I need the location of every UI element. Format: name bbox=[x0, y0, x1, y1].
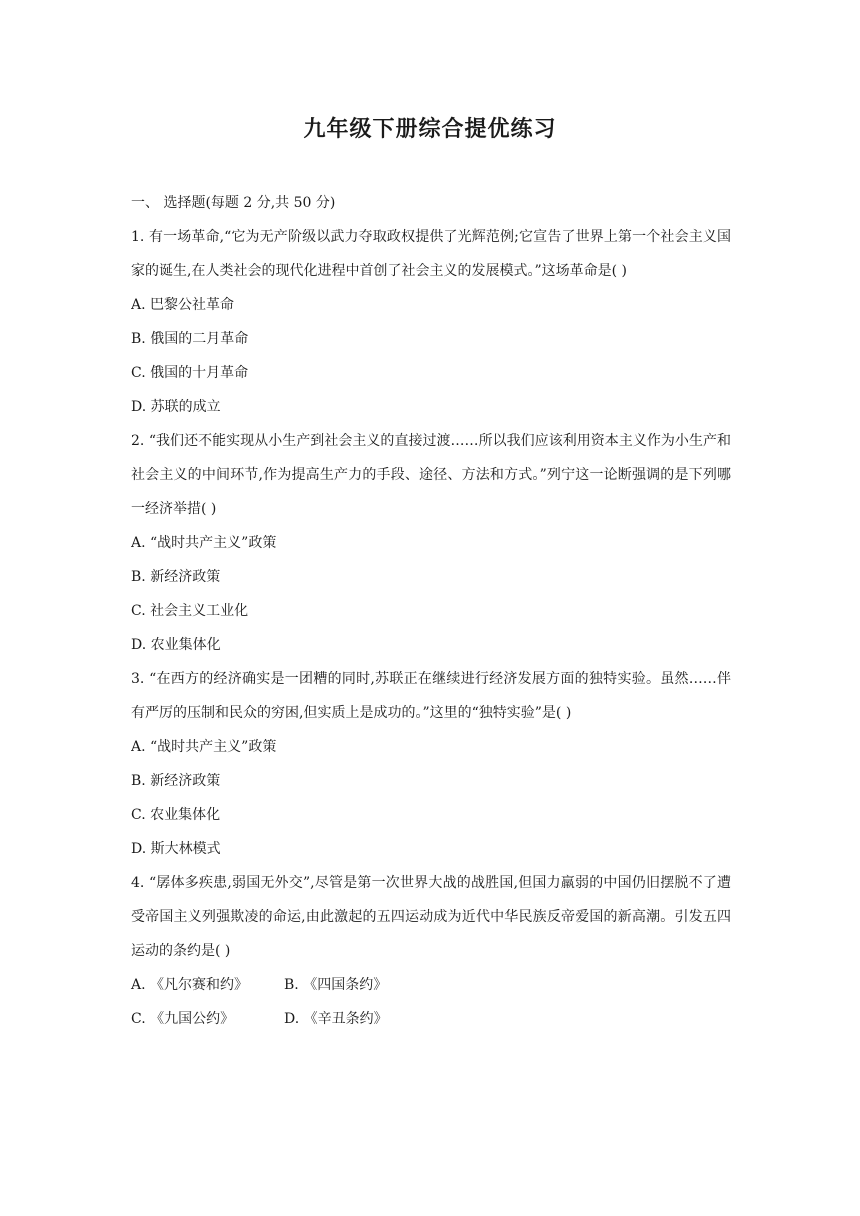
question-4-option-d: D. 《辛丑条约》 bbox=[284, 1011, 388, 1027]
question-4-options-row-1 bbox=[131, 968, 731, 1002]
question-3-option-d: D. 斯大林模式 bbox=[131, 841, 221, 857]
question-2-stem: 2. “我们还不能实现从小生产到社会主义的直接过渡……所以我们应该利用资本主义作为小生产和社会主义的中间环节,作为提高生产力的手段、途径、方法和方式。”列宁这一论断强调的是下列哪一经济举措( ) bbox=[131, 433, 731, 517]
question-4-options-row-2 bbox=[131, 1002, 731, 1036]
question-4-option-c: C. 《九国公约》 bbox=[131, 1011, 235, 1027]
question-2-option-d: D. 农业集体化 bbox=[131, 637, 221, 653]
question-3-stem: 3. “在西方的经济确实是一团糟的同时,苏联正在继续进行经济发展方面的独特实验。虽然……伴有严厉的压制和民众的穷困,但实质上是成功的。”这里的“独特实验”是( ) bbox=[131, 671, 731, 721]
question-3-option-a: A. “战时共产主义”政策 bbox=[131, 739, 277, 755]
question-4-option-a: A. 《凡尔赛和约》 bbox=[131, 977, 249, 993]
page-title: 九年级下册综合提优练习 bbox=[303, 116, 557, 142]
question-1-option-b: B. 俄国的二月革命 bbox=[131, 331, 249, 347]
question-3-option-b: B. 新经济政策 bbox=[131, 773, 221, 789]
question-1-option-d: D. 苏联的成立 bbox=[131, 399, 221, 415]
question-2-option-c: C. 社会主义工业化 bbox=[131, 603, 249, 619]
question-4-stem: 4. “孱体多疾患,弱国无外交”,尽管是第一次世界大战的战胜国,但国力羸弱的中国仍旧摆脱不了遭受帝国主义列强欺凌的命运,由此激起的五四运动成为近代中华民族反帝爱国的新高潮。引发五四运动的条约是( ) bbox=[131, 875, 731, 959]
question-4-option-b: B. 《四国条约》 bbox=[284, 977, 388, 993]
question-1-option-c: C. 俄国的十月革命 bbox=[131, 365, 249, 381]
question-list bbox=[131, 186, 731, 1036]
section-heading: 一、 选择题(每题 2 分,共 50 分) bbox=[131, 195, 336, 211]
question-3-option-c: C. 农业集体化 bbox=[131, 807, 221, 823]
question-2-option-a: A. “战时共产主义”政策 bbox=[131, 535, 277, 551]
question-1-option-a: A. 巴黎公社革命 bbox=[131, 297, 235, 313]
question-1-stem: 1. 有一场革命,“它为无产阶级以武力夺取政权提供了光辉范例;它宣告了世界上第一个社会主义国家的诞生,在人类社会的现代化进程中首创了社会主义的发展模式。”这场革命是( ) bbox=[131, 229, 731, 279]
question-2-option-b: B. 新经济政策 bbox=[131, 569, 221, 585]
